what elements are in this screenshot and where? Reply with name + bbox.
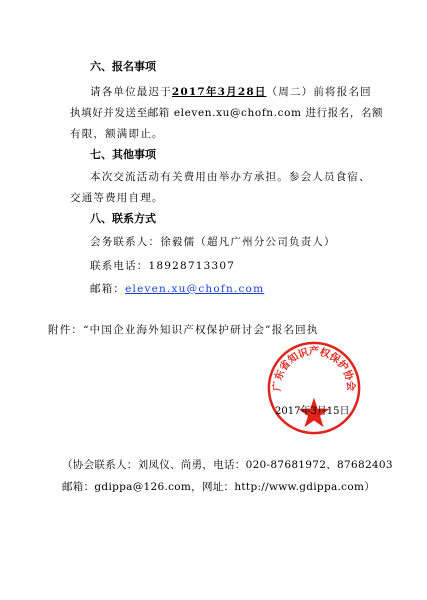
contact-person: 会务联系人：徐毅儒（超凡广州分公司负责人）: [90, 236, 336, 248]
footer-line-1: （协会联系人：刘凤仪、尚勇，电话：020-87681972、87682403: [62, 459, 393, 471]
section-seven-line-1: 本次交流活动有关费用由举办方承担。参会人员食宿、: [90, 171, 371, 183]
registration-deadline-date: 2017年3月28日: [171, 86, 267, 98]
section-seven-heading: 七、其他事项: [90, 148, 156, 161]
section-eight-heading: 八、联系方式: [90, 212, 156, 225]
section-six-line-1-suffix: （周二）前将报名回: [266, 86, 372, 98]
section-six-line-1-prefix: 请各单位最迟于: [90, 86, 172, 98]
seal-date: 2017年3月15日: [275, 406, 350, 417]
footer-line-2: 邮箱：gdippa@126.com，网址：http://www.gdippa.com）: [62, 481, 376, 493]
attachment-line: 附件：“中国企业海外知识产权保护研讨会”报名回执: [48, 324, 319, 336]
contact-phone: 联系电话：18928713307: [90, 260, 236, 272]
section-six-line-3: 有限，额满即止。: [70, 128, 164, 140]
section-six-line-2: 执填好并发送至邮箱 eleven.xu@chofn.com 进行报名，名额: [70, 107, 384, 119]
section-seven-line-2: 交通等费用自理。: [70, 192, 164, 204]
contact-email-link[interactable]: eleven.xu@chofn.com: [125, 283, 265, 295]
contact-email-line: [90, 282, 264, 296]
section-six-heading: 六、报名事项: [90, 60, 156, 73]
organization-seal-stamp: [266, 340, 362, 436]
seal-text: 广东省知识产权保护协会: [272, 346, 356, 392]
contact-email-label: 邮箱：: [90, 283, 126, 295]
section-six-line-1: [90, 85, 372, 99]
